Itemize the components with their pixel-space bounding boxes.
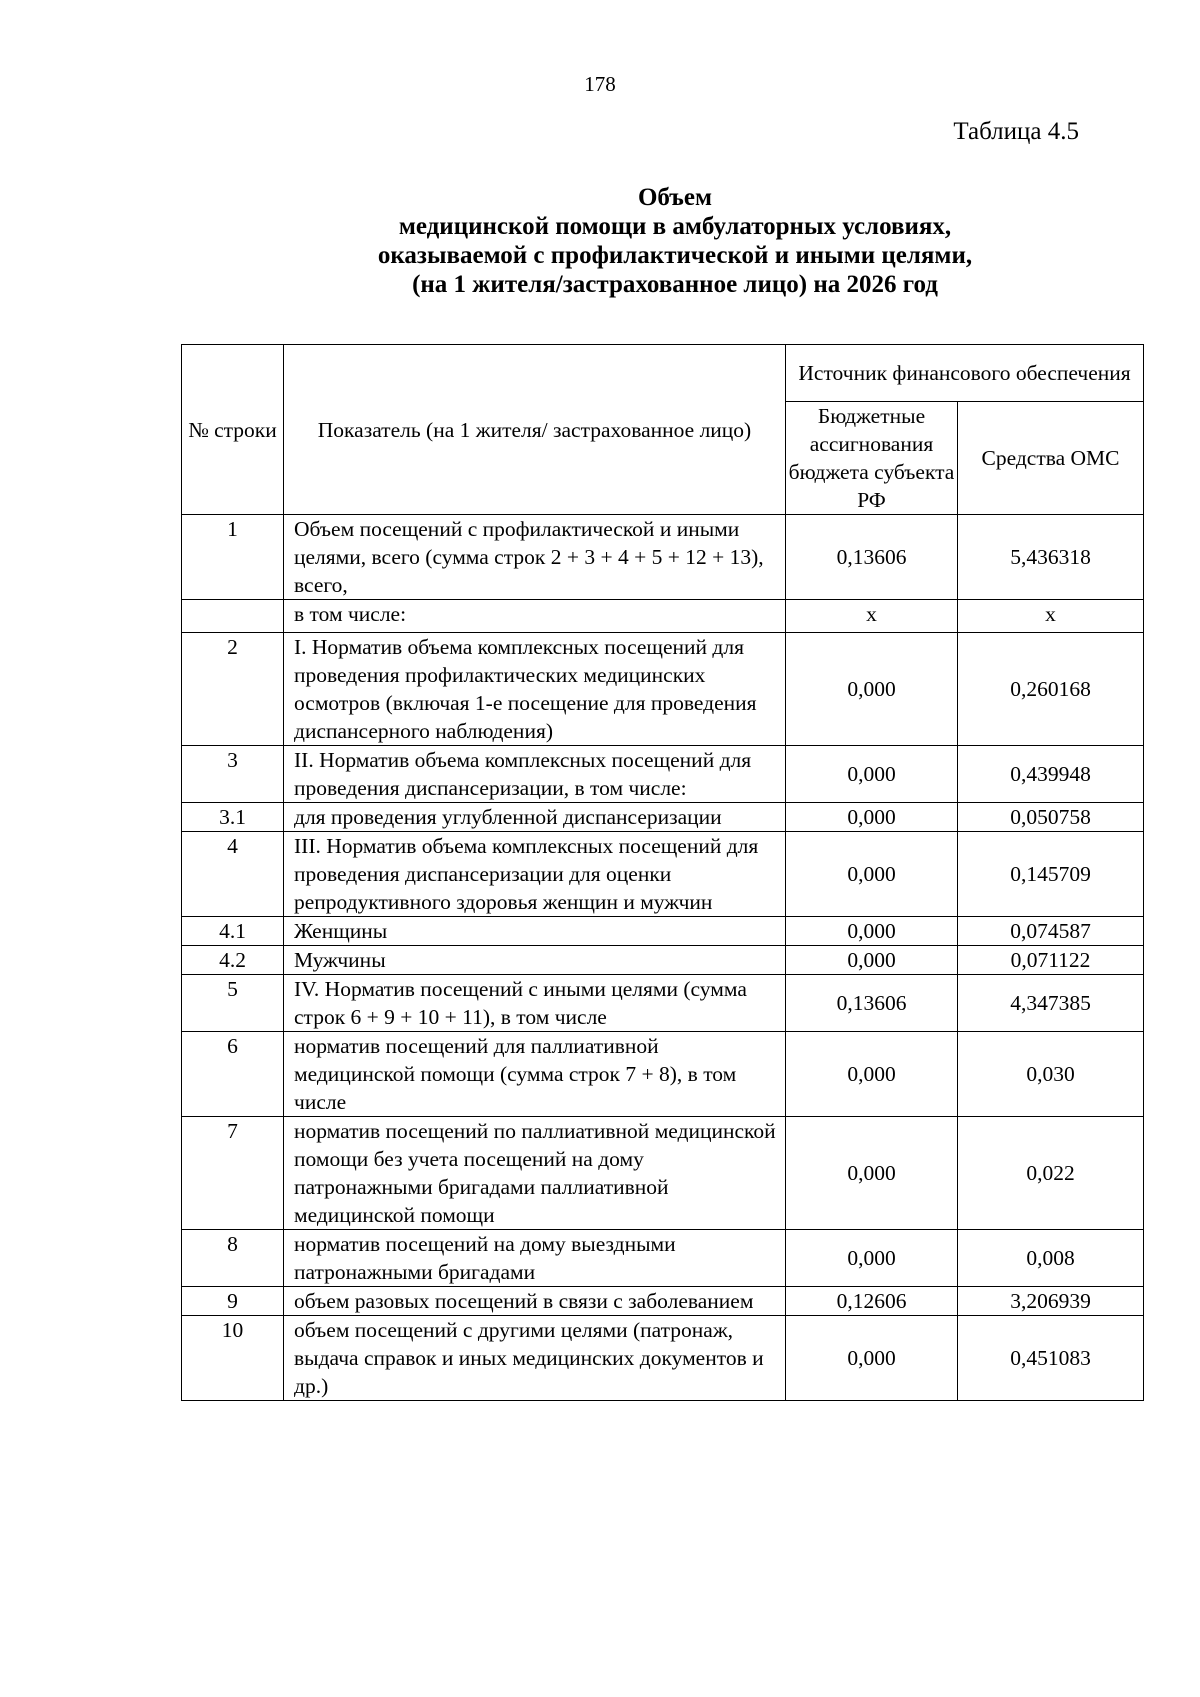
header-indicator: Показатель (на 1 жителя/ застрахованное лицо) [284, 345, 786, 515]
oms-value-cell: 3,206939 [958, 1287, 1144, 1316]
budget-value-cell: 0,13606 [786, 975, 958, 1032]
title-line-2: медицинской помощи в амбулаторных условиях, [398, 213, 952, 240]
budget-value-cell: х [786, 600, 958, 633]
table-row [182, 746, 1144, 803]
row-number-cell: 4.2 [182, 946, 284, 975]
oms-value-cell: 0,145709 [958, 832, 1144, 917]
indicator-cell: норматив посещений на дому выездными патронажными бригадами [284, 1230, 786, 1287]
page-number: 178 [584, 72, 616, 96]
indicator-cell: Мужчины [284, 946, 786, 975]
indicator-cell: II. Норматив объема комплексных посещений для проведения диспансеризации, в том числе: [284, 746, 786, 803]
header-row-number: № строки [182, 345, 284, 515]
budget-value-cell: 0,000 [786, 832, 958, 917]
table-row [182, 1230, 1144, 1287]
table-row [182, 1316, 1144, 1401]
title-line-4: (на 1 жителя/застрахованное лицо) на 2026 год [412, 271, 938, 298]
indicator-cell: в том числе: [284, 600, 786, 633]
row-number-cell: 10 [182, 1316, 284, 1401]
table-row [182, 600, 1144, 633]
row-number-cell: 1 [182, 515, 284, 600]
budget-value-cell: 0,12606 [786, 1287, 958, 1316]
oms-value-cell: 0,050758 [958, 803, 1144, 832]
budget-value-cell: 0,000 [786, 633, 958, 746]
indicator-cell: I. Норматив объема комплексных посещений для проведения профилактических медицинских осмотров (включая 1-е посещение для проведения диспансерного наблюдения) [284, 633, 786, 746]
oms-value-cell: 0,030 [958, 1032, 1144, 1117]
oms-value-cell: 0,008 [958, 1230, 1144, 1287]
row-number-cell: 8 [182, 1230, 284, 1287]
row-number-cell: 2 [182, 633, 284, 746]
indicator-cell: III. Норматив объема комплексных посещений для проведения диспансеризации для оценки репродуктивного здоровья женщин и мужчин [284, 832, 786, 917]
oms-value-cell: 5,436318 [958, 515, 1144, 600]
table-row [182, 633, 1144, 746]
budget-value-cell: 0,13606 [786, 515, 958, 600]
oms-value-cell: 0,439948 [958, 746, 1144, 803]
row-number-cell [182, 600, 284, 633]
budget-value-cell: 0,000 [786, 1117, 958, 1230]
budget-value-cell: 0,000 [786, 1032, 958, 1117]
budget-value-cell: 0,000 [786, 917, 958, 946]
indicator-cell: для проведения углубленной диспансеризации [284, 803, 786, 832]
oms-value-cell: 4,347385 [958, 975, 1144, 1032]
indicator-cell: объем посещений с другими целями (патронаж, выдача справок и иных медицинских документов и др.) [284, 1316, 786, 1401]
volume-table [181, 344, 1144, 1401]
budget-value-cell: 0,000 [786, 946, 958, 975]
indicator-cell: объем разовых посещений в связи с заболеванием [284, 1287, 786, 1316]
row-number-cell: 4.1 [182, 917, 284, 946]
oms-value-cell: х [958, 600, 1144, 633]
table-row [182, 917, 1144, 946]
table-row [182, 1117, 1144, 1230]
oms-value-cell: 0,074587 [958, 917, 1144, 946]
oms-value-cell: 0,451083 [958, 1316, 1144, 1401]
indicator-cell: IV. Норматив посещений с иными целями (сумма строк 6 + 9 + 10 + 11), в том числе [284, 975, 786, 1032]
indicator-cell: Объем посещений с профилактической и иными целями, всего (сумма строк 2 + 3 + 4 + 5 + 12 + 13), всего, [284, 515, 786, 600]
indicator-cell: Женщины [284, 917, 786, 946]
title-line-1: Объем [637, 184, 713, 211]
budget-value-cell: 0,000 [786, 1316, 958, 1401]
table-row [182, 515, 1144, 600]
row-number-cell: 3 [182, 746, 284, 803]
oms-value-cell: 0,260168 [958, 633, 1144, 746]
indicator-cell: норматив посещений по паллиативной медицинской помощи без учета посещений на дому патронажными бригадами паллиативной медицинской помощи [284, 1117, 786, 1230]
table-row [182, 975, 1144, 1032]
title-line-3: оказываемой с профилактической и иными целями, [377, 242, 973, 269]
table-body [182, 515, 1144, 1401]
header-funding-source: Источник финансового обеспечения [786, 345, 1144, 402]
oms-value-cell: 0,022 [958, 1117, 1144, 1230]
row-number-cell: 5 [182, 975, 284, 1032]
row-number-cell: 7 [182, 1117, 284, 1230]
table-row [182, 1032, 1144, 1117]
document-title [0, 183, 1200, 299]
row-number-cell: 4 [182, 832, 284, 917]
table-row [182, 946, 1144, 975]
table-label: Таблица 4.5 [953, 118, 1079, 145]
row-number-cell: 3.1 [182, 803, 284, 832]
row-number-cell: 9 [182, 1287, 284, 1316]
budget-value-cell: 0,000 [786, 803, 958, 832]
table-row [182, 803, 1144, 832]
indicator-cell: норматив посещений для паллиативной медицинской помощи (сумма строк 7 + 8), в том числе [284, 1032, 786, 1117]
header-oms: Средства ОМС [958, 402, 1144, 515]
table-row [182, 832, 1144, 917]
header-budget: Бюджетные ассигнования бюджета субъекта РФ [786, 402, 958, 515]
budget-value-cell: 0,000 [786, 1230, 958, 1287]
oms-value-cell: 0,071122 [958, 946, 1144, 975]
budget-value-cell: 0,000 [786, 746, 958, 803]
table-row [182, 1287, 1144, 1316]
row-number-cell: 6 [182, 1032, 284, 1117]
